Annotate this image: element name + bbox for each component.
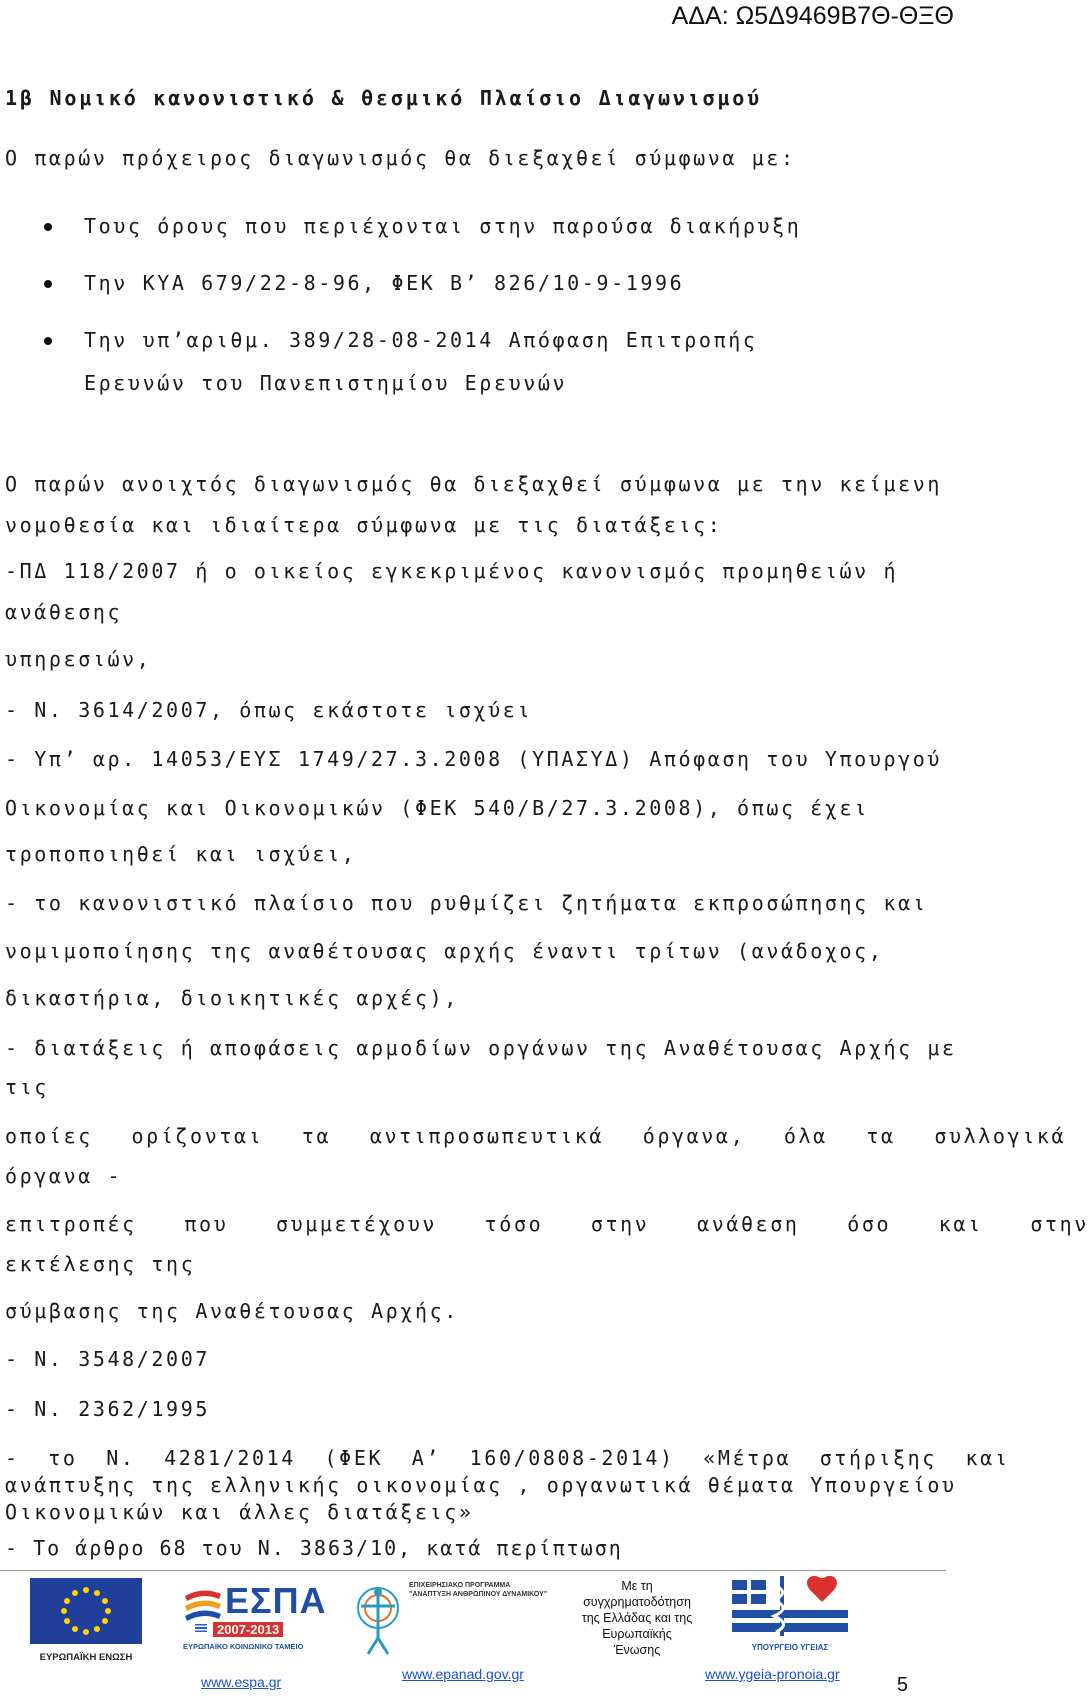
espa-caption: ΕΥΡΩΠΑΪΚΟ ΚΟΙΝΩΝΙΚΟ ΤΑΜΕΙΟ — [183, 1642, 304, 1651]
footer-divider — [0, 1570, 946, 1571]
cofunding-line: Με τη — [621, 1579, 653, 1593]
cofunding-line: συγχρηματοδότηση — [583, 1595, 691, 1609]
bullet-item: Την ΚΥΑ 679/22-8-96, ΦΕΚ Β’ 826/10-9-1996 — [84, 271, 685, 295]
body-line: - το Ν. 4281/2014 (ΦΕΚ Α’ 160/0808-2014) «Μέτρα στήριξης και — [5, 1446, 1010, 1470]
body-line: ανάθεσης — [5, 600, 123, 624]
body-line: υπηρεσιών, — [5, 647, 152, 671]
body-line: - Ν. 2362/1995 — [5, 1397, 210, 1421]
body-line: τις — [5, 1075, 49, 1099]
body-line: Ο παρών ανοιχτός διαγωνισμός θα διεξαχθεί σύμφωνα με την κείμενη — [5, 472, 943, 496]
cofunding-text — [567, 1578, 707, 1658]
body-line: - Υπ’ αρ. 14053/ΕΥΣ 1749/27.3.2008 (ΥΠΑΣΥΔ) Απόφαση του Υπουργού — [5, 747, 943, 771]
eu-caption: ΕΥΡΩΠΑΪΚΗ ΕΝΩΣΗ — [39, 1652, 133, 1663]
espa-swoosh-icon — [183, 1586, 223, 1624]
body-line: - διατάξεις ή αποφάσεις αρμοδίων οργάνων της Αναθέτουσας Αρχής με — [5, 1036, 957, 1060]
espa-link[interactable]: www.espa.gr — [201, 1674, 282, 1690]
body-line: όργανα - — [5, 1164, 123, 1188]
greek-flag-icon — [195, 1624, 207, 1632]
bullet-item: Την υπ’αριθμ. 389/28-08-2014 Απόφαση Επιτροπής — [84, 328, 758, 352]
epanad-caption: "ΑΝΑΠΤΥΞΗ ΑΝΘΡΩΠΙΝΟΥ ΔΥΝΑΜΙΚΟΥ" — [409, 1591, 548, 1598]
cofunding-line: Ευρωπαϊκής — [602, 1627, 672, 1641]
body-line: οποίες ορίζονται τα αντιπροσωπευτικά όργανα, όλα τα συλλογικά — [5, 1124, 1067, 1148]
body-line: σύμβασης της Αναθέτουσας Αρχής. — [5, 1299, 459, 1323]
epanad-link[interactable]: www.epanad.gov.gr — [402, 1666, 524, 1682]
page-number: 5 — [896, 1674, 908, 1696]
body-line: δικαστήρια, διοικητικές αρχές), — [5, 986, 459, 1010]
eu-logo — [30, 1578, 142, 1663]
human-figure-icon — [355, 1578, 401, 1656]
cofunding-line: της Ελλάδας και της — [581, 1611, 693, 1625]
body-line: - Το άρθρο 68 του Ν. 3863/10, κατά περίπτωση — [5, 1536, 623, 1560]
body-line: - το κανονιστικό πλαίσιο που ρυθμίζει ζητήματα εκπροσώπησης και — [5, 891, 928, 915]
body-line: νομιμοποίησης της αναθέτουσας αρχής έναντι τρίτων (ανάδοχος, — [5, 939, 884, 963]
bullet-item: Τους όρους που περιέχονται στην παρούσα διακήρυξη — [84, 214, 802, 238]
ministry-health-caption: ΥΠΟΥΡΓΕΙΟ ΥΓΕΙΑΣ — [751, 1643, 829, 1652]
section-title: 1β Νομικό κανονιστικό & θεσμικό Πλαίσιο Διαγωνισμού — [5, 86, 762, 110]
intro-text: Ο παρών πρόχειρος διαγωνισμός θα διεξαχθεί σύμφωνα με: — [5, 146, 796, 170]
body-line: ανάπτυξης της ελληνικής οικονομίας , οργανωτικά θέματα Υπουργείου — [5, 1473, 957, 1497]
caduceus-icon — [732, 1574, 848, 1638]
cofunding-line: Ένωσης — [613, 1643, 661, 1657]
ministry-health-logo — [732, 1574, 848, 1654]
epanad-caption: ΕΠΙΧΕΙΡΗΣΙΑΚΟ ΠΡΟΓΡΑΜΜΑ — [409, 1582, 511, 1589]
espa-title: ΕΣΠΑ — [225, 1580, 327, 1621]
body-line: Οικονομίας και Οικονομικών (ΦΕΚ 540/Β/27.3.2008), όπως έχει — [5, 796, 869, 820]
eu-flag-icon — [30, 1578, 142, 1644]
bullet-dot — [44, 337, 52, 345]
ygeia-pronoia-link[interactable]: www.ygeia-pronoia.gr — [705, 1666, 840, 1682]
body-line: τροποποιηθεί και ισχύει, — [5, 842, 357, 866]
espa-years: 2007-2013 — [213, 1622, 283, 1637]
bullet-dot — [44, 223, 52, 231]
body-line: νομοθεσία και ιδιαίτερα σύμφωνα με τις διατάξεις: — [5, 513, 723, 537]
body-line: - Ν. 3614/2007, όπως εκάστοτε ισχύει — [5, 698, 533, 722]
body-line: - Ν. 3548/2007 — [5, 1347, 210, 1371]
ada-code: ΑΔΑ: Ω5Δ9469Β7Θ-ΘΞΘ — [671, 2, 954, 30]
bullet-item-continuation: Ερευνών του Πανεπιστημίου Ερευνών — [84, 371, 568, 395]
body-line: -ΠΔ 118/2007 ή ο οικείος εγκεκριμένος κανονισμός προμηθειών ή — [5, 559, 899, 583]
bullet-dot — [44, 280, 52, 288]
epanad-logo — [355, 1578, 548, 1658]
body-line: Οικονομικών και άλλες διατάξεις» — [5, 1500, 474, 1524]
body-line: επιτροπές που συμμετέχουν τόσο στην ανάθεση όσο και στην — [5, 1212, 1089, 1236]
body-line: εκτέλεσης της — [5, 1252, 196, 1276]
